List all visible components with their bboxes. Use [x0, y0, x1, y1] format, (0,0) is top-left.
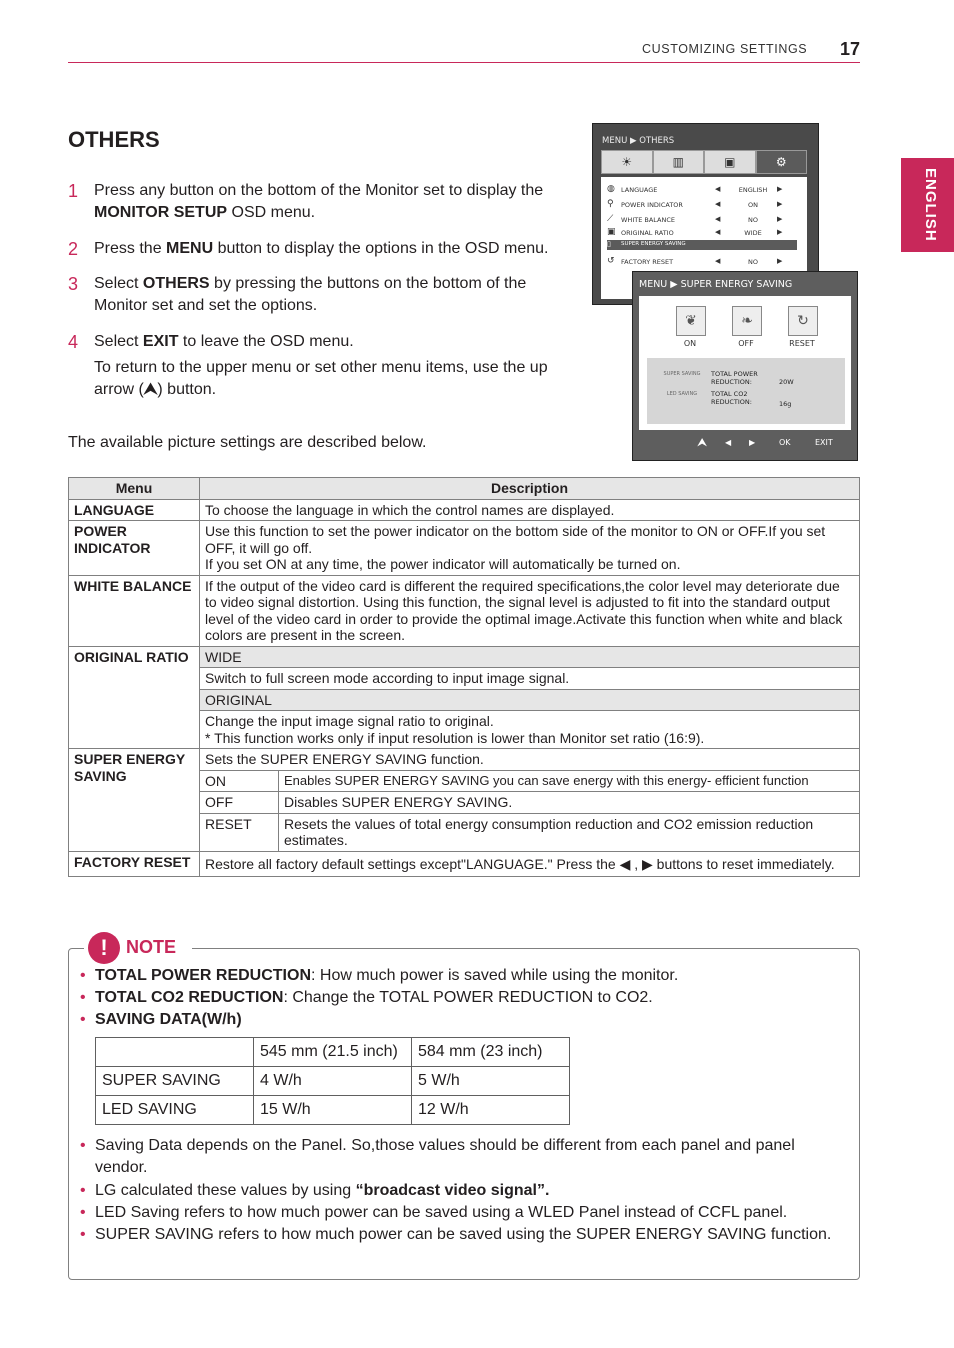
ratio-icon: ▣	[607, 227, 616, 237]
saving-cell: 12 W/h	[412, 1096, 570, 1125]
step-number: 1	[68, 181, 79, 201]
power-icon: ⚲	[607, 199, 614, 209]
step-text: Press any button on the bottom of the Monitor set to display the	[94, 182, 544, 199]
header-rule	[68, 62, 860, 63]
saving-cell: LED SAVING	[96, 1096, 254, 1125]
brightness-icon: ☀	[601, 150, 653, 174]
table-row	[69, 646, 860, 668]
note-bullet: • SAVING DATA(W/h)	[80, 1011, 242, 1028]
osd-ok-label: OK	[779, 438, 791, 447]
step-number: 2	[68, 239, 79, 259]
step-number: 4	[68, 332, 79, 352]
leaf-icon: ▯	[607, 240, 611, 248]
step-text: ) button.	[157, 381, 217, 398]
page-title: OTHERS	[68, 127, 160, 152]
table-row	[69, 749, 860, 771]
osd-row: ⟋ WHITE BALANCE ◀ NO ▶	[607, 214, 783, 224]
osd-row: ⚲ POWER INDICATOR ◀ ON ▶	[607, 199, 783, 209]
language-tab-label: ENGLISH	[922, 168, 939, 242]
energy-reset-icon: ↻	[788, 306, 818, 336]
saving-cell: 4 W/h	[254, 1067, 412, 1096]
right-arrow-icon: ▶	[749, 438, 756, 447]
saving-cell: 15 W/h	[254, 1096, 412, 1125]
table-row	[69, 521, 860, 576]
desc-cell: Use this function to set the power indicator on the bottom side of the monitor to ON or OFF.If you set OFF, it will go off. If you set ON at any time, the power indicator will automatically be turned on.	[200, 521, 860, 576]
note-bullet: • LED Saving refers to how much power can be saved using a WLED Panel instead of CCFL panel.	[80, 1204, 788, 1221]
osd-ses-panel	[639, 296, 851, 430]
saving-header: 584 mm (23 inch)	[412, 1038, 570, 1067]
gear-icon: ⚙	[756, 150, 808, 174]
desc-cell: Change the input image signal ratio to original. * This function works only if input resolution is lower than Monitor set ratio (16:9).	[200, 711, 860, 749]
menu-cell: POWER INDICATOR	[69, 521, 200, 576]
up-arrow-icon: ⮝	[143, 381, 158, 398]
step-bold: OTHERS	[142, 275, 210, 292]
step-4	[68, 331, 573, 401]
step-text: Select	[94, 333, 143, 350]
option-cell: OFF	[200, 792, 279, 814]
osd-super-energy-saving	[632, 271, 858, 461]
note-bullet: • LG calculated these values by using “broadcast video signal”.	[80, 1182, 550, 1199]
desc-cell: Sets the SUPER ENERGY SAVING function.	[200, 749, 860, 771]
osd-category-icons	[601, 150, 807, 174]
step-2	[68, 238, 573, 260]
menu-cell: LANGUAGE	[69, 499, 200, 521]
badge-super-saving: SUPER SAVING	[663, 371, 701, 377]
saving-data-table	[95, 1037, 570, 1125]
reset-icon: ↺	[607, 256, 615, 266]
step-text: Select	[94, 275, 143, 292]
option-cell: ORIGINAL	[200, 689, 860, 711]
note-bullet: • Saving Data depends on the Panel. So,those values should be different from each panel and panel vendor.	[80, 1137, 795, 1176]
step-text: button to display the options in the OSD menu.	[213, 240, 549, 257]
stat-label: REDUCTION:	[711, 398, 752, 406]
badge-led-saving: LED SAVING	[666, 391, 698, 397]
table-row	[96, 1096, 570, 1125]
osd-row-selected: ▯ SUPER ENERGY SAVING	[607, 240, 797, 250]
osd-row: ◍ LANGUAGE ◀ ENGLISH ▶	[607, 184, 783, 194]
note-bullet: • TOTAL CO2 REDUCTION: Change the TOTAL POWER REDUCTION to CO2.	[80, 989, 653, 1006]
menu-cell: FACTORY RESET	[69, 851, 200, 876]
graph-icon: ⟋	[607, 214, 614, 224]
opt-label-on: ON	[683, 339, 697, 348]
step-bold: MONITOR SETUP	[94, 204, 228, 221]
table-row	[69, 851, 860, 876]
table-header-description: Description	[200, 478, 860, 500]
option-cell: ON	[200, 770, 279, 792]
desc-cell: If the output of the video card is different the required specifications,the color level may deteriorate due to video signal distortion. Using this function, the signal level is adjusted to fit into the standard output level of the video card in order to provide the optimal image.Activate this function when white and black colors are present in the screen.	[200, 575, 860, 646]
stat-value: 16g	[779, 400, 792, 408]
energy-on-icon: ❦	[676, 306, 706, 336]
desc-cell: To choose the language in which the control names are displayed.	[200, 499, 860, 521]
osd-row: ↺ FACTORY RESET ◀ NO ▶	[607, 256, 783, 266]
osd-breadcrumb: MENU ▶ SUPER ENERGY SAVING	[639, 279, 793, 290]
menu-cell: ORIGINAL RATIO	[69, 646, 200, 749]
option-cell: RESET	[200, 813, 279, 851]
up-arrow-icon: ⮝	[697, 435, 708, 449]
osd-stats-box	[647, 358, 845, 424]
left-arrow-icon: ◀	[725, 438, 732, 447]
language-tab	[901, 158, 954, 252]
settings-table	[68, 477, 860, 877]
osd-breadcrumb: MENU ▶ OTHERS	[602, 136, 675, 146]
table-row	[69, 499, 860, 521]
step-text: To return to the upper menu or set other menu items, use the up arrow (	[94, 359, 548, 398]
opt-label-reset: RESET	[789, 339, 815, 348]
table-row	[69, 575, 860, 646]
desc-cell: Restore all factory default settings except"LANGUAGE." Press the ◀ , ▶ buttons to reset immediately.	[200, 851, 860, 876]
saving-cell: 5 W/h	[412, 1067, 570, 1096]
desc-cell: Disables SUPER ENERGY SAVING.	[279, 792, 860, 814]
stat-value: 20W	[779, 378, 794, 386]
section-header: CUSTOMIZING SETTINGS	[642, 42, 808, 56]
page-number: 17	[840, 39, 861, 59]
osd-footer	[639, 432, 851, 454]
picture-icon: ▥	[653, 150, 705, 174]
step-1	[68, 180, 573, 224]
step-bold: MENU	[166, 240, 214, 257]
menu-cell: WHITE BALANCE	[69, 575, 200, 646]
screen-icon: ▣	[704, 150, 756, 174]
table-row	[96, 1067, 570, 1096]
saving-header	[96, 1038, 254, 1067]
exclamation-icon: !	[88, 932, 120, 964]
desc-cell: Switch to full screen mode according to input image signal.	[200, 668, 860, 690]
step-text: to leave the OSD menu.	[178, 333, 354, 350]
stat-label: TOTAL POWER	[711, 370, 758, 378]
desc-cell: Resets the values of total energy consumption reduction and CO2 emission reduction estimates.	[279, 813, 860, 851]
note-bullet: • SUPER SAVING refers to how much power can be saved using the SUPER ENERGY SAVING function.	[80, 1226, 832, 1243]
note-label: NOTE	[126, 937, 177, 957]
saving-header: 545 mm (21.5 inch)	[254, 1038, 412, 1067]
saving-cell: SUPER SAVING	[96, 1067, 254, 1096]
intro-text: The available picture settings are described below.	[68, 434, 427, 451]
note-bullet: • TOTAL POWER REDUCTION: How much power is saved while using the monitor.	[80, 967, 679, 984]
menu-cell: SUPER ENERGY SAVING	[69, 749, 200, 852]
osd-row: ▣ ORIGINAL RATIO ◀ WIDE ▶	[607, 227, 783, 237]
stat-label: REDUCTION:	[711, 378, 752, 386]
step-3	[68, 273, 573, 317]
step-text: by pressing the buttons on the bottom of the Monitor set and set the options.	[94, 275, 527, 314]
step-number: 3	[68, 274, 79, 294]
opt-label-off: OFF	[738, 339, 754, 348]
step-text: Press the	[94, 240, 167, 257]
energy-off-icon: ❧	[732, 306, 762, 336]
option-cell: WIDE	[200, 646, 860, 668]
osd-exit-label: EXIT	[815, 438, 833, 447]
desc-cell: Enables SUPER ENERGY SAVING you can save energy with this energy- efficient function	[279, 770, 860, 792]
globe-icon: ◍	[607, 184, 615, 194]
stat-label: TOTAL CO2	[711, 390, 748, 398]
step-bold: EXIT	[142, 333, 179, 350]
step-text: OSD menu.	[227, 204, 316, 221]
table-header-menu: Menu	[69, 478, 200, 500]
